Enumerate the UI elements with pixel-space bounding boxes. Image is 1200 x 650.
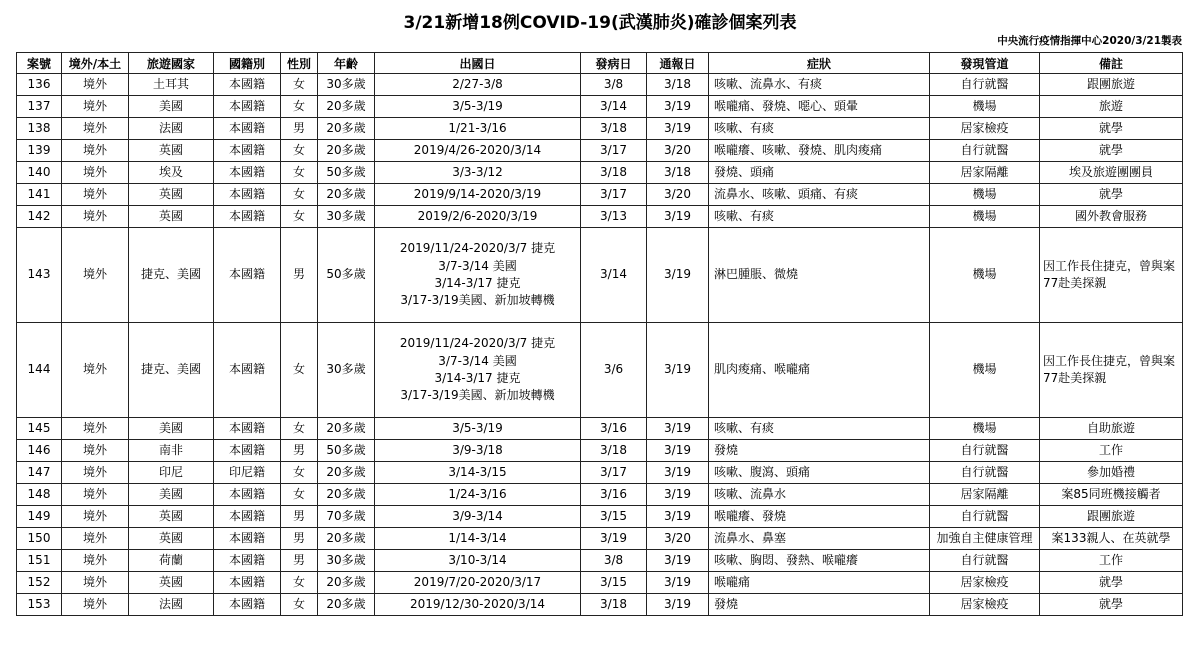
sex-cell: 女 bbox=[281, 184, 318, 206]
note-cell: 因工作長住捷克，曾與案77赴美探親 bbox=[1040, 228, 1183, 323]
trip-dates-cell bbox=[375, 118, 581, 140]
trip-line: 2019/9/14-2020/3/19 bbox=[413, 186, 542, 201]
symptoms-cell: 咳嗽、有痰 bbox=[709, 206, 930, 228]
nationality-cell: 本國籍 bbox=[214, 528, 281, 550]
onset-date-cell: 3/18 bbox=[581, 162, 647, 184]
report-date-cell: 3/20 bbox=[647, 528, 709, 550]
page-title: 3/21新增18例COVID-19(武漢肺炎)確診個案列表 bbox=[403, 13, 797, 33]
symptoms-cell: 喉嚨癢、發燒 bbox=[709, 506, 930, 528]
onset-date-cell: 3/18 bbox=[581, 440, 647, 462]
nationality-cell: 本國籍 bbox=[214, 140, 281, 162]
trip-dates-cell bbox=[375, 162, 581, 184]
age-cell: 20多歲 bbox=[318, 184, 375, 206]
table-row bbox=[17, 184, 1183, 206]
case-id-cell: 146 bbox=[17, 440, 62, 462]
detection-channel-cell: 居家隔離 bbox=[930, 484, 1040, 506]
countries-cell: 英國 bbox=[129, 506, 214, 528]
case-id-cell: 149 bbox=[17, 506, 62, 528]
symptoms-cell: 喉嚨痛 bbox=[709, 572, 930, 594]
detection-channel-cell: 居家隔離 bbox=[930, 162, 1040, 184]
col-case-id-header: 案號 bbox=[17, 53, 62, 74]
table-row bbox=[17, 440, 1183, 462]
countries-cell: 英國 bbox=[129, 572, 214, 594]
origin-cell: 境外 bbox=[62, 74, 129, 96]
trip-line: 2019/4/26-2020/3/14 bbox=[413, 142, 542, 157]
trip-line: 3/17-3/19美國、新加坡轉機 bbox=[400, 388, 555, 403]
trip-dates-cell bbox=[375, 594, 581, 616]
onset-date-cell: 3/14 bbox=[581, 96, 647, 118]
case-id-cell: 141 bbox=[17, 184, 62, 206]
note-cell: 就學 bbox=[1040, 594, 1183, 616]
sex-cell: 女 bbox=[281, 323, 318, 418]
onset-date-cell: 3/15 bbox=[581, 506, 647, 528]
case-table bbox=[16, 52, 1183, 616]
detection-channel-cell: 自行就醫 bbox=[930, 506, 1040, 528]
detection-channel-cell: 自行就醫 bbox=[930, 440, 1040, 462]
trip-dates-cell bbox=[375, 484, 581, 506]
trip-line: 2019/11/24-2020/3/7 捷克 bbox=[399, 241, 556, 256]
countries-cell: 捷克、美國 bbox=[129, 228, 214, 323]
col-countries-header: 旅遊國家 bbox=[129, 53, 214, 74]
age-cell: 50多歲 bbox=[318, 162, 375, 184]
symptoms-cell: 肌肉痠痛、喉嚨痛 bbox=[709, 323, 930, 418]
trip-line: 3/10-3/14 bbox=[448, 552, 507, 567]
detection-channel-cell: 居家檢疫 bbox=[930, 572, 1040, 594]
sex-cell: 女 bbox=[281, 96, 318, 118]
countries-cell: 埃及 bbox=[129, 162, 214, 184]
sex-cell: 女 bbox=[281, 162, 318, 184]
age-cell: 20多歲 bbox=[318, 418, 375, 440]
symptoms-cell: 咳嗽、腹瀉、頭痛 bbox=[709, 462, 930, 484]
trip-line: 3/14-3/15 bbox=[448, 464, 507, 479]
age-cell: 30多歲 bbox=[318, 323, 375, 418]
countries-cell: 法國 bbox=[129, 594, 214, 616]
table-body bbox=[17, 74, 1183, 616]
sex-cell: 女 bbox=[281, 74, 318, 96]
symptoms-cell: 咳嗽、有痰 bbox=[709, 418, 930, 440]
symptoms-cell: 發燒 bbox=[709, 594, 930, 616]
table-row bbox=[17, 594, 1183, 616]
sex-cell: 女 bbox=[281, 418, 318, 440]
table-row bbox=[17, 528, 1183, 550]
origin-cell: 境外 bbox=[62, 528, 129, 550]
trip-dates-cell bbox=[375, 184, 581, 206]
report-date-cell: 3/19 bbox=[647, 440, 709, 462]
source-label: 中央流行疫情指揮中心2020/3/21製表 bbox=[997, 35, 1182, 47]
symptoms-cell: 咳嗽、流鼻水 bbox=[709, 484, 930, 506]
origin-cell: 境外 bbox=[62, 184, 129, 206]
origin-cell: 境外 bbox=[62, 118, 129, 140]
col-report-header: 通報日 bbox=[647, 53, 709, 74]
report-date-cell: 3/19 bbox=[647, 96, 709, 118]
trip-line: 3/3-3/12 bbox=[452, 164, 503, 179]
trip-dates-cell bbox=[375, 572, 581, 594]
detection-channel-cell: 機場 bbox=[930, 228, 1040, 323]
note-cell: 就學 bbox=[1040, 184, 1183, 206]
trip-dates-cell bbox=[375, 96, 581, 118]
note-cell: 案85同班機接觸者 bbox=[1040, 484, 1183, 506]
trip-line: 3/9-3/18 bbox=[452, 442, 503, 457]
report-date-cell: 3/19 bbox=[647, 206, 709, 228]
onset-date-cell: 3/18 bbox=[581, 118, 647, 140]
symptoms-cell: 喉嚨癢、咳嗽、發燒、肌肉痠痛 bbox=[709, 140, 930, 162]
case-id-cell: 137 bbox=[17, 96, 62, 118]
note-cell: 案133親人、在英就學 bbox=[1040, 528, 1183, 550]
trip-line: 3/5-3/19 bbox=[452, 98, 503, 113]
origin-cell: 境外 bbox=[62, 206, 129, 228]
origin-cell: 境外 bbox=[62, 323, 129, 418]
case-id-cell: 153 bbox=[17, 594, 62, 616]
trip-line: 3/7-3/14 美國 bbox=[438, 353, 517, 368]
origin-cell: 境外 bbox=[62, 484, 129, 506]
origin-cell: 境外 bbox=[62, 162, 129, 184]
col-origin-header: 境外/本土 bbox=[62, 53, 129, 74]
col-sex-header: 性別 bbox=[281, 53, 318, 74]
onset-date-cell: 3/19 bbox=[581, 528, 647, 550]
nationality-cell: 本國籍 bbox=[214, 594, 281, 616]
trip-dates-cell bbox=[375, 506, 581, 528]
age-cell: 20多歲 bbox=[318, 462, 375, 484]
age-cell: 50多歲 bbox=[318, 440, 375, 462]
countries-cell: 法國 bbox=[129, 118, 214, 140]
onset-date-cell: 3/8 bbox=[581, 74, 647, 96]
onset-date-cell: 3/16 bbox=[581, 484, 647, 506]
trip-line: 2019/11/24-2020/3/7 捷克 bbox=[399, 336, 556, 351]
symptoms-cell: 淋巴腫脹、微燒 bbox=[709, 228, 930, 323]
case-id-cell: 151 bbox=[17, 550, 62, 572]
nationality-cell: 本國籍 bbox=[214, 550, 281, 572]
table-row bbox=[17, 323, 1183, 418]
nationality-cell: 本國籍 bbox=[214, 228, 281, 323]
nationality-cell: 本國籍 bbox=[214, 418, 281, 440]
report-date-cell: 3/19 bbox=[647, 118, 709, 140]
table-row bbox=[17, 506, 1183, 528]
col-age-header: 年齡 bbox=[318, 53, 375, 74]
nationality-cell: 本國籍 bbox=[214, 118, 281, 140]
symptoms-cell: 流鼻水、咳嗽、頭痛、有痰 bbox=[709, 184, 930, 206]
trip-dates-cell bbox=[375, 418, 581, 440]
nationality-cell: 本國籍 bbox=[214, 74, 281, 96]
countries-cell: 英國 bbox=[129, 206, 214, 228]
table-row bbox=[17, 228, 1183, 323]
trip-dates-cell bbox=[375, 323, 581, 418]
countries-cell: 荷蘭 bbox=[129, 550, 214, 572]
note-cell: 跟團旅遊 bbox=[1040, 74, 1183, 96]
onset-date-cell: 3/15 bbox=[581, 572, 647, 594]
trip-line: 1/14-3/14 bbox=[448, 530, 507, 545]
detection-channel-cell: 機場 bbox=[930, 323, 1040, 418]
case-id-cell: 139 bbox=[17, 140, 62, 162]
age-cell: 20多歲 bbox=[318, 118, 375, 140]
origin-cell: 境外 bbox=[62, 462, 129, 484]
case-id-cell: 140 bbox=[17, 162, 62, 184]
case-id-cell: 148 bbox=[17, 484, 62, 506]
nationality-cell: 本國籍 bbox=[214, 184, 281, 206]
onset-date-cell: 3/8 bbox=[581, 550, 647, 572]
case-id-cell: 142 bbox=[17, 206, 62, 228]
origin-cell: 境外 bbox=[62, 550, 129, 572]
nationality-cell: 本國籍 bbox=[214, 484, 281, 506]
sex-cell: 女 bbox=[281, 572, 318, 594]
trip-dates-cell bbox=[375, 74, 581, 96]
report-date-cell: 3/19 bbox=[647, 572, 709, 594]
symptoms-cell: 喉嚨痛、發燒、噁心、頭暈 bbox=[709, 96, 930, 118]
report-date-cell: 3/19 bbox=[647, 506, 709, 528]
col-channel-header: 發現管道 bbox=[930, 53, 1040, 74]
onset-date-cell: 3/14 bbox=[581, 228, 647, 323]
onset-date-cell: 3/18 bbox=[581, 594, 647, 616]
age-cell: 20多歲 bbox=[318, 484, 375, 506]
detection-channel-cell: 機場 bbox=[930, 206, 1040, 228]
table-row bbox=[17, 118, 1183, 140]
trip-line: 3/17-3/19美國、新加坡轉機 bbox=[400, 293, 555, 308]
age-cell: 20多歲 bbox=[318, 594, 375, 616]
origin-cell: 境外 bbox=[62, 440, 129, 462]
note-cell: 自助旅遊 bbox=[1040, 418, 1183, 440]
report-date-cell: 3/19 bbox=[647, 418, 709, 440]
sex-cell: 男 bbox=[281, 440, 318, 462]
countries-cell: 英國 bbox=[129, 528, 214, 550]
table-row bbox=[17, 572, 1183, 594]
note-cell: 工作 bbox=[1040, 550, 1183, 572]
sex-cell: 女 bbox=[281, 484, 318, 506]
sex-cell: 男 bbox=[281, 228, 318, 323]
nationality-cell: 本國籍 bbox=[214, 162, 281, 184]
table-row bbox=[17, 74, 1183, 96]
detection-channel-cell: 機場 bbox=[930, 96, 1040, 118]
countries-cell: 印尼 bbox=[129, 462, 214, 484]
age-cell: 30多歲 bbox=[318, 206, 375, 228]
trip-line: 2019/12/30-2020/3/14 bbox=[409, 596, 546, 611]
trip-dates-cell bbox=[375, 440, 581, 462]
age-cell: 20多歲 bbox=[318, 528, 375, 550]
age-cell: 20多歲 bbox=[318, 96, 375, 118]
age-cell: 50多歲 bbox=[318, 228, 375, 323]
countries-cell: 英國 bbox=[129, 140, 214, 162]
detection-channel-cell: 居家檢疫 bbox=[930, 594, 1040, 616]
nationality-cell: 本國籍 bbox=[214, 323, 281, 418]
note-cell: 旅遊 bbox=[1040, 96, 1183, 118]
trip-line: 3/5-3/19 bbox=[452, 420, 503, 435]
detection-channel-cell: 居家檢疫 bbox=[930, 118, 1040, 140]
symptoms-cell: 咳嗽、流鼻水、有痰 bbox=[709, 74, 930, 96]
origin-cell: 境外 bbox=[62, 572, 129, 594]
col-nationality-header: 國籍別 bbox=[214, 53, 281, 74]
trip-line: 3/14-3/17 捷克 bbox=[434, 371, 521, 385]
sex-cell: 女 bbox=[281, 206, 318, 228]
sex-cell: 男 bbox=[281, 528, 318, 550]
symptoms-cell: 發燒 bbox=[709, 440, 930, 462]
case-id-cell: 143 bbox=[17, 228, 62, 323]
trip-dates-cell bbox=[375, 528, 581, 550]
report-date-cell: 3/20 bbox=[647, 140, 709, 162]
note-cell: 國外教會服務 bbox=[1040, 206, 1183, 228]
sex-cell: 男 bbox=[281, 506, 318, 528]
symptoms-cell: 流鼻水、鼻塞 bbox=[709, 528, 930, 550]
detection-channel-cell: 自行就醫 bbox=[930, 462, 1040, 484]
trip-line: 2019/7/20-2020/3/17 bbox=[413, 574, 542, 589]
case-id-cell: 138 bbox=[17, 118, 62, 140]
detection-channel-cell: 機場 bbox=[930, 418, 1040, 440]
note-cell: 就學 bbox=[1040, 118, 1183, 140]
onset-date-cell: 3/16 bbox=[581, 418, 647, 440]
note-cell: 就學 bbox=[1040, 140, 1183, 162]
origin-cell: 境外 bbox=[62, 594, 129, 616]
report-date-cell: 3/19 bbox=[647, 484, 709, 506]
trip-line: 1/24-3/16 bbox=[448, 486, 507, 501]
col-trip-header: 出國日 bbox=[375, 53, 581, 74]
onset-date-cell: 3/6 bbox=[581, 323, 647, 418]
case-id-cell: 145 bbox=[17, 418, 62, 440]
detection-channel-cell: 機場 bbox=[930, 184, 1040, 206]
case-id-cell: 144 bbox=[17, 323, 62, 418]
report-date-cell: 3/19 bbox=[647, 228, 709, 323]
countries-cell: 南非 bbox=[129, 440, 214, 462]
trip-dates-cell bbox=[375, 550, 581, 572]
table-row bbox=[17, 96, 1183, 118]
onset-date-cell: 3/17 bbox=[581, 184, 647, 206]
case-id-cell: 136 bbox=[17, 74, 62, 96]
symptoms-cell: 咳嗽、胸悶、發熱、喉嚨癢 bbox=[709, 550, 930, 572]
report-date-cell: 3/20 bbox=[647, 184, 709, 206]
sex-cell: 女 bbox=[281, 140, 318, 162]
countries-cell: 英國 bbox=[129, 184, 214, 206]
table-row bbox=[17, 140, 1183, 162]
trip-dates-cell bbox=[375, 462, 581, 484]
countries-cell: 捷克、美國 bbox=[129, 323, 214, 418]
countries-cell: 美國 bbox=[129, 96, 214, 118]
report-date-cell: 3/18 bbox=[647, 162, 709, 184]
onset-date-cell: 3/13 bbox=[581, 206, 647, 228]
trip-line: 3/9-3/14 bbox=[452, 508, 503, 523]
table-row bbox=[17, 550, 1183, 572]
table-header-row bbox=[17, 53, 1183, 74]
report-date-cell: 3/19 bbox=[647, 323, 709, 418]
trip-line: 2019/2/6-2020/3/19 bbox=[417, 208, 538, 223]
nationality-cell: 本國籍 bbox=[214, 96, 281, 118]
age-cell: 70多歲 bbox=[318, 506, 375, 528]
report-date-cell: 3/18 bbox=[647, 74, 709, 96]
case-id-cell: 150 bbox=[17, 528, 62, 550]
age-cell: 30多歲 bbox=[318, 74, 375, 96]
detection-channel-cell: 自行就醫 bbox=[930, 140, 1040, 162]
sex-cell: 男 bbox=[281, 118, 318, 140]
symptoms-cell: 發燒、頭痛 bbox=[709, 162, 930, 184]
trip-line: 3/14-3/17 捷克 bbox=[434, 276, 521, 290]
case-id-cell: 147 bbox=[17, 462, 62, 484]
sex-cell: 女 bbox=[281, 462, 318, 484]
col-symptoms-header: 症狀 bbox=[709, 53, 930, 74]
trip-dates-cell bbox=[375, 228, 581, 323]
countries-cell: 美國 bbox=[129, 484, 214, 506]
nationality-cell: 本國籍 bbox=[214, 572, 281, 594]
trip-dates-cell bbox=[375, 140, 581, 162]
origin-cell: 境外 bbox=[62, 96, 129, 118]
case-id-cell: 152 bbox=[17, 572, 62, 594]
report-date-cell: 3/19 bbox=[647, 462, 709, 484]
origin-cell: 境外 bbox=[62, 140, 129, 162]
nationality-cell: 印尼籍 bbox=[214, 462, 281, 484]
table-row bbox=[17, 462, 1183, 484]
trip-line: 3/7-3/14 美國 bbox=[438, 258, 517, 273]
age-cell: 20多歲 bbox=[318, 572, 375, 594]
table-row bbox=[17, 418, 1183, 440]
report-date-cell: 3/19 bbox=[647, 550, 709, 572]
trip-line: 2/27-3/8 bbox=[452, 76, 503, 91]
detection-channel-cell: 自行就醫 bbox=[930, 74, 1040, 96]
sex-cell: 男 bbox=[281, 550, 318, 572]
onset-date-cell: 3/17 bbox=[581, 140, 647, 162]
detection-channel-cell: 加強自主健康管理 bbox=[930, 528, 1040, 550]
origin-cell: 境外 bbox=[62, 418, 129, 440]
table-row bbox=[17, 162, 1183, 184]
trip-dates-cell bbox=[375, 206, 581, 228]
note-cell: 埃及旅遊團團員 bbox=[1040, 162, 1183, 184]
note-cell: 參加婚禮 bbox=[1040, 462, 1183, 484]
origin-cell: 境外 bbox=[62, 506, 129, 528]
table-row bbox=[17, 206, 1183, 228]
countries-cell: 美國 bbox=[129, 418, 214, 440]
sex-cell: 女 bbox=[281, 594, 318, 616]
note-cell: 工作 bbox=[1040, 440, 1183, 462]
nationality-cell: 本國籍 bbox=[214, 206, 281, 228]
origin-cell: 境外 bbox=[62, 228, 129, 323]
report-date-cell: 3/19 bbox=[647, 594, 709, 616]
onset-date-cell: 3/17 bbox=[581, 462, 647, 484]
symptoms-cell: 咳嗽、有痰 bbox=[709, 118, 930, 140]
detection-channel-cell: 自行就醫 bbox=[930, 550, 1040, 572]
note-cell: 就學 bbox=[1040, 572, 1183, 594]
col-onset-header: 發病日 bbox=[581, 53, 647, 74]
age-cell: 30多歲 bbox=[318, 550, 375, 572]
note-cell: 跟團旅遊 bbox=[1040, 506, 1183, 528]
note-cell: 因工作長住捷克，曾與案77赴美探親 bbox=[1040, 323, 1183, 418]
trip-line: 1/21-3/16 bbox=[448, 120, 507, 135]
age-cell: 20多歲 bbox=[318, 140, 375, 162]
table-row bbox=[17, 484, 1183, 506]
nationality-cell: 本國籍 bbox=[214, 506, 281, 528]
countries-cell: 土耳其 bbox=[129, 74, 214, 96]
col-note-header: 備註 bbox=[1040, 53, 1183, 74]
nationality-cell: 本國籍 bbox=[214, 440, 281, 462]
